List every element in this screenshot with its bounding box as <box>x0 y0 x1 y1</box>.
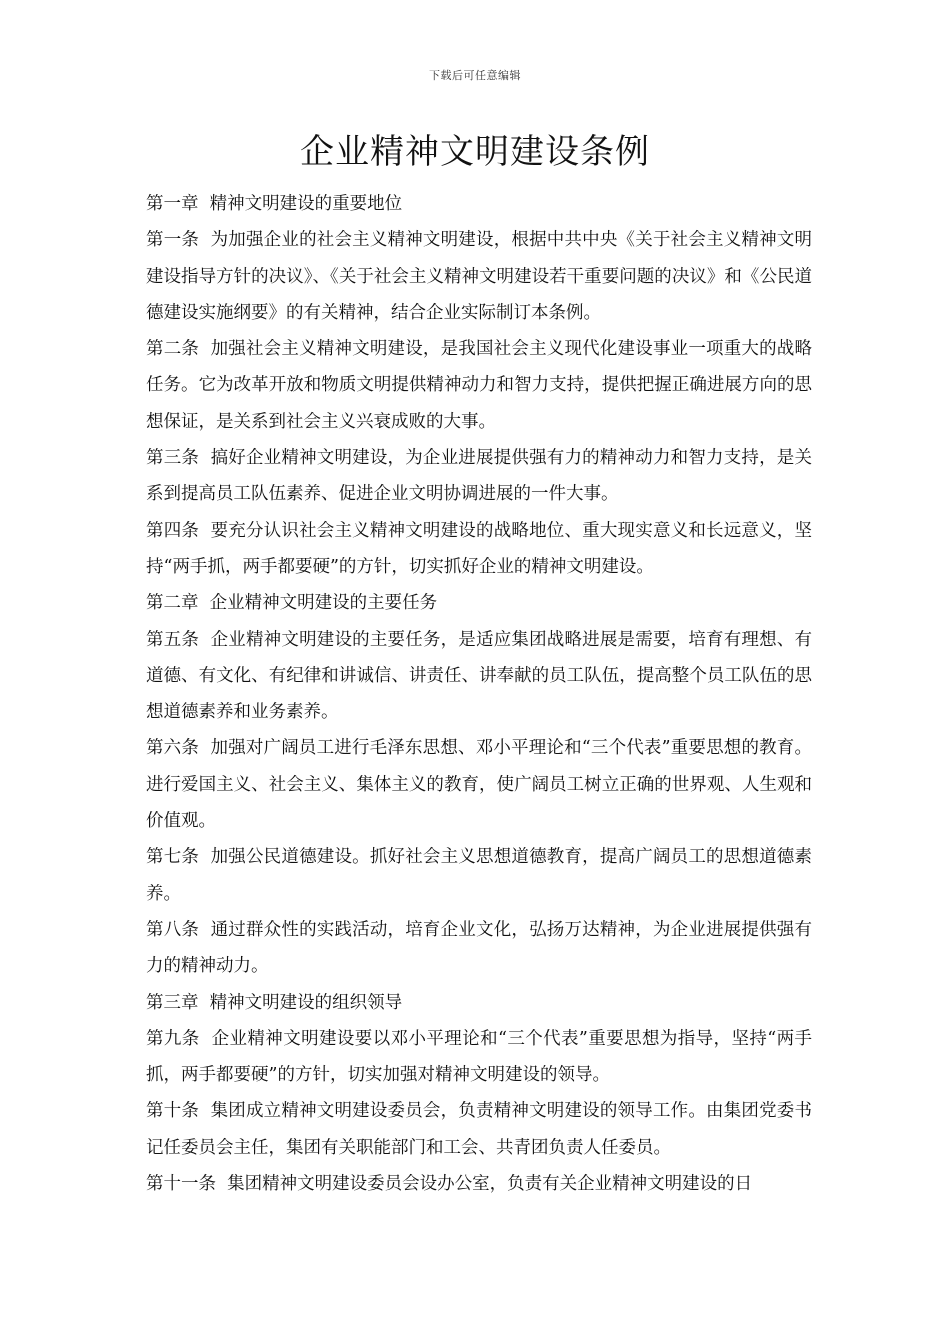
article-7: 第七条 加强公民道德建设。抓好社会主义思想道德教育，提高广阔员工的思想道德素养。 <box>146 847 812 904</box>
chapter-heading-2: 第二章 企业精神文明建设的主要任务 <box>146 593 438 614</box>
article-4: 第四条 要充分认识社会主义精神文明建设的战略地位、重大现实意义和长远意义，坚持“两手抓，两手都要硬”的方针，切实抓好企业的精神文明建设。 <box>146 520 812 577</box>
article-1: 第一条 为加强企业的社会主义精神文明建设，根据中共中央《关于社会主义精神文明建设指导方针的决议》、《关于社会主义精神文明建设若干重要问题的决议》和《公民道德建设实施纲要》的有关精神，结合企业实际制订本条例。 <box>146 230 812 323</box>
header-note: 下载后可任意编辑 <box>429 69 521 82</box>
chapter-heading-3: 第三章 精神文明建设的组织领导 <box>146 992 403 1013</box>
article-6: 第六条 加强对广阔员工进行毛泽东思想、邓小平理论和“三个代表”重要思想的教育。进行爱国主义、社会主义、集体主义的教育，使广阔员工树立正确的世界观、人生观和价值观。 <box>146 738 812 832</box>
article-2: 第二条 加强社会主义精神文明建设，是我国社会主义现代化建设事业一项重大的战略任务。它为改革开放和物质文明提供精神动力和智力支持，提供把握正确进展方向的思想保证，是关系到社会主义兴衰成败的大事。 <box>146 339 812 432</box>
document-body <box>146 186 812 1202</box>
article-3: 第三条 搞好企业精神文明建设，为企业进展提供强有力的精神动力和智力支持，是关系到提高员工队伍素养、促进企业文明协调进展的一件大事。 <box>146 448 812 505</box>
article-10: 第十条 集团成立精神文明建设委员会，负责精神文明建设的领导工作。由集团党委书记任委员会主任，集团有关职能部门和工会、共青团负责人任委员。 <box>146 1101 812 1158</box>
article-8: 第八条 通过群众性的实践活动，培育企业文化，弘扬万达精神，为企业进展提供强有力的精神动力。 <box>146 919 812 977</box>
article-5: 第五条 企业精神文明建设的主要任务，是适应集团战略进展是需要，培育有理想、有道德、有文化、有纪律和讲诚信、讲责任、讲奉献的员工队伍，提高整个员工队伍的思想道德素养和业务素养。 <box>146 629 812 723</box>
article-9: 第九条 企业精神文明建设要以邓小平理论和“三个代表”重要思想为指导，坚持“两手抓，两手都要硬”的方针，切实加强对精神文明建设的领导。 <box>146 1028 812 1086</box>
chapter-heading-1: 第一章 精神文明建设的重要地位 <box>146 194 403 214</box>
document-title: 企业精神文明建设条例 <box>300 132 650 172</box>
article-11: 第十一条 集团精神文明建设委员会设办公室，负责有关企业精神文明建设的日 <box>146 1174 753 1195</box>
